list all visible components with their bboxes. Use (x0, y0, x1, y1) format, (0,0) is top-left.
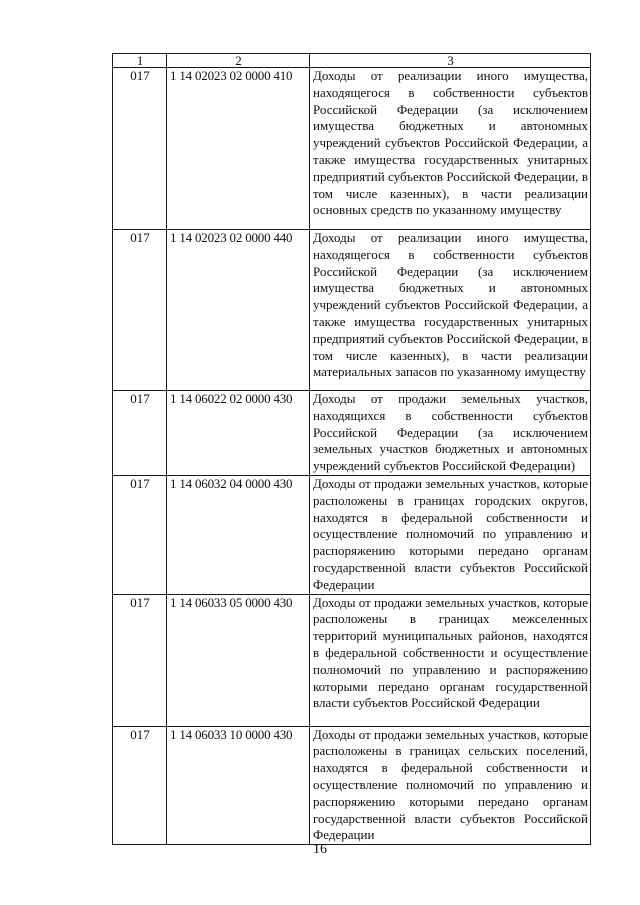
admin-code-cell: 017 (113, 230, 167, 391)
description-cell: Доходы от реализации иного имущества, находящегося в собственности субъектов Российской Федерации (за исключением имущества бюджетных и автономных учреждений субъектов Российской Федерации, а также имущества государственных унитарных предприятий субъектов Российской Федерации, в том числе казенных), в части реализации основных средств по указанному имуществу (310, 68, 591, 230)
description-cell: Доходы от продажи земельных участков, которые расположены в границах городских округов, находятся в федеральной собственности и осуществление полномочий по управлению и распоряжению которыми передано органам государственной власти субъектов Российской Федерации (310, 475, 591, 594)
admin-code-cell: 017 (113, 726, 167, 845)
budget-code-cell: 1 14 02023 02 0000 410 (167, 68, 310, 230)
admin-code-cell: 017 (113, 475, 167, 594)
budget-code-cell: 1 14 06032 04 0000 430 (167, 475, 310, 594)
admin-code-cell: 017 (113, 391, 167, 476)
table-row (113, 475, 591, 594)
budget-code-cell: 1 14 02023 02 0000 440 (167, 230, 310, 391)
column-header-2: 2 (167, 54, 310, 68)
admin-code-cell: 017 (113, 68, 167, 230)
description-cell: Доходы от продажи земельных участков, находящихся в собственности субъектов Российской Федерации (за исключением земельных участков бюджетных и автономных учреждений субъектов Российской Федерации) (310, 391, 591, 476)
budget-code-cell: 1 14 06022 02 0000 430 (167, 391, 310, 476)
column-header-3: 3 (310, 54, 591, 68)
budget-code-cell: 1 14 06033 10 0000 430 (167, 726, 310, 845)
table-row (113, 594, 591, 726)
column-header-1: 1 (113, 54, 167, 68)
page-number: 16 (313, 842, 327, 857)
table-row (113, 726, 591, 845)
description-cell: Доходы от продажи земельных участков, которые расположены в границах межселенных территорий муниципальных районов, находятся в федеральной собственности и осуществление полномочий по управлению и распоряжению которыми передано органам государственной власти субъектов Российской Федерации (310, 594, 591, 726)
description-cell: Доходы от реализации иного имущества, находящегося в собственности субъектов Российской Федерации (за исключением имущества бюджетных и автономных учреждений субъектов Российской Федерации, а также имущества государственных унитарных предприятий субъектов Российской Федерации, в том числе казенных), в части реализации материальных запасов по указанному имуществу (310, 230, 591, 391)
table-row (113, 68, 591, 230)
table-row (113, 391, 591, 476)
admin-code-cell: 017 (113, 594, 167, 726)
budget-code-cell: 1 14 06033 05 0000 430 (167, 594, 310, 726)
description-cell: Доходы от продажи земельных участков, которые расположены в границах сельских поселений, находятся в федеральной собственности и осуществление полномочий по управлению и распоряжению которыми передано органам государственной власти субъектов Российской Федерации (310, 726, 591, 845)
table-header-row (113, 54, 591, 68)
table-row (113, 230, 591, 391)
revenue-classification-table (112, 53, 591, 845)
